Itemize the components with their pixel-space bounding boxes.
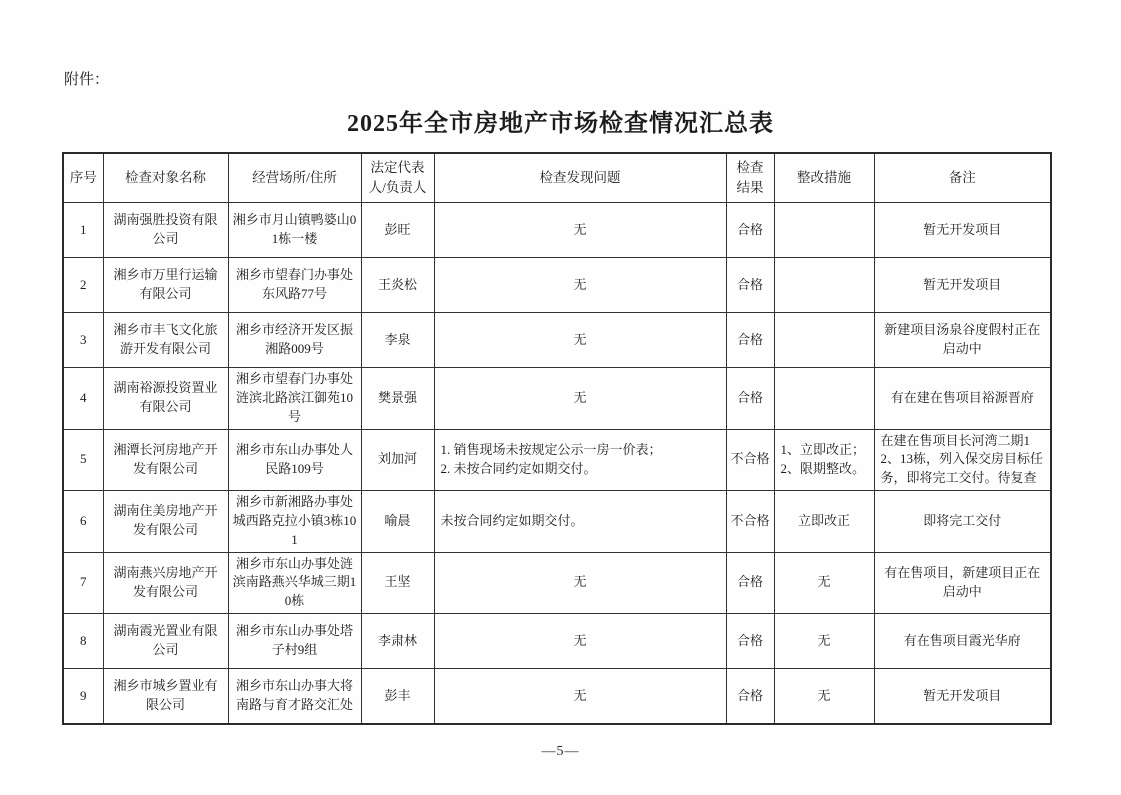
header-result: 检查结果 [726, 153, 774, 203]
cell-company: 湖南住美房地产开发有限公司 [103, 491, 228, 553]
table-row [63, 368, 1051, 430]
cell-company: 湖南裕源投资置业有限公司 [103, 368, 228, 430]
table-row [63, 491, 1051, 553]
cell-representative: 王坚 [361, 552, 434, 614]
cell-problems: 无 [434, 552, 726, 614]
cell-representative: 彭丰 [361, 669, 434, 725]
cell-representative: 彭旺 [361, 203, 434, 258]
cell-measures [774, 258, 874, 313]
cell-measures: 1、立即改正； 2、限期整改。 [774, 429, 874, 491]
cell-address: 湘乡市经济开发区振湘路009号 [228, 313, 361, 368]
cell-result: 合格 [726, 258, 774, 313]
cell-problems: 无 [434, 313, 726, 368]
table-header [63, 153, 1051, 203]
cell-measures: 立即改正 [774, 491, 874, 553]
cell-result: 合格 [726, 614, 774, 669]
table-row [63, 669, 1051, 725]
cell-problems: 无 [434, 368, 726, 430]
cell-measures: 无 [774, 552, 874, 614]
cell-company: 湘乡市丰飞文化旅游开发有限公司 [103, 313, 228, 368]
cell-address: 湘乡市东山办事处塔子村9组 [228, 614, 361, 669]
cell-measures: 无 [774, 614, 874, 669]
cell-remark: 在建在售项目长河湾二期12、13栋，列入保交房目标任务，即将完工交付。待复查 [874, 429, 1051, 491]
cell-no: 6 [63, 491, 103, 553]
cell-no: 4 [63, 368, 103, 430]
cell-no: 1 [63, 203, 103, 258]
cell-address: 湘乡市望春门办事处东风路77号 [228, 258, 361, 313]
cell-address: 湘乡市东山办事大将南路与育才路交汇处 [228, 669, 361, 725]
cell-remark: 有在售项目，新建项目正在启动中 [874, 552, 1051, 614]
header-address: 经营场所/住所 [228, 153, 361, 203]
header-measures: 整改措施 [774, 153, 874, 203]
cell-no: 7 [63, 552, 103, 614]
header-representative: 法定代表人/负责人 [361, 153, 434, 203]
cell-company: 湘乡市万里行运输有限公司 [103, 258, 228, 313]
cell-problems: 无 [434, 258, 726, 313]
cell-representative: 喻晨 [361, 491, 434, 553]
cell-problems: 未按合同约定如期交付。 [434, 491, 726, 553]
table-row [63, 258, 1051, 313]
cell-result: 合格 [726, 203, 774, 258]
cell-measures [774, 313, 874, 368]
table-row [63, 313, 1051, 368]
header-company: 检查对象名称 [103, 153, 228, 203]
cell-result: 不合格 [726, 491, 774, 553]
cell-problems: 无 [434, 203, 726, 258]
cell-result: 合格 [726, 669, 774, 725]
cell-measures [774, 203, 874, 258]
cell-address: 湘乡市新湘路办事处城西路克拉小镇3栋101 [228, 491, 361, 553]
cell-no: 9 [63, 669, 103, 725]
header-no: 序号 [63, 153, 103, 203]
table-row [63, 429, 1051, 491]
cell-remark: 暂无开发项目 [874, 203, 1051, 258]
header-remark: 备注 [874, 153, 1051, 203]
table-body [63, 203, 1051, 725]
table-row [63, 614, 1051, 669]
cell-remark: 即将完工交付 [874, 491, 1051, 553]
cell-result: 合格 [726, 368, 774, 430]
cell-no: 8 [63, 614, 103, 669]
cell-company: 湘乡市城乡置业有限公司 [103, 669, 228, 725]
cell-remark: 有在售项目霞光华府 [874, 614, 1051, 669]
cell-remark: 新建项目汤泉谷度假村正在启动中 [874, 313, 1051, 368]
cell-company: 湖南燕兴房地产开发有限公司 [103, 552, 228, 614]
cell-problems: 1. 销售现场未按规定公示一房一价表； 2. 未按合同约定如期交付。 [434, 429, 726, 491]
cell-representative: 刘加河 [361, 429, 434, 491]
cell-address: 湘乡市月山镇鸭婆山01栋一楼 [228, 203, 361, 258]
attachment-label: 附件： [64, 72, 110, 88]
table-header-row [63, 153, 1051, 203]
header-problems: 检查发现问题 [434, 153, 726, 203]
cell-remark: 暂无开发项目 [874, 669, 1051, 725]
cell-representative: 李泉 [361, 313, 434, 368]
cell-company: 湘潭长河房地产开发有限公司 [103, 429, 228, 491]
cell-remark: 暂无开发项目 [874, 258, 1051, 313]
cell-address: 湘乡市望春门办事处涟滨北路滨江御苑10号 [228, 368, 361, 430]
cell-company: 湖南霞光置业有限公司 [103, 614, 228, 669]
page-number: —5— [541, 744, 580, 759]
cell-representative: 樊景强 [361, 368, 434, 430]
page-title: 2025年全市房地产市场检查情况汇总表 [347, 111, 774, 137]
inspection-summary-table-wrap [62, 152, 1052, 725]
cell-company: 湖南强胜投资有限公司 [103, 203, 228, 258]
cell-measures: 无 [774, 669, 874, 725]
cell-no: 3 [63, 313, 103, 368]
cell-problems: 无 [434, 669, 726, 725]
cell-result: 合格 [726, 552, 774, 614]
cell-no: 5 [63, 429, 103, 491]
cell-representative: 李肃林 [361, 614, 434, 669]
cell-no: 2 [63, 258, 103, 313]
cell-problems: 无 [434, 614, 726, 669]
cell-measures [774, 368, 874, 430]
cell-remark: 有在建在售项目裕源晋府 [874, 368, 1051, 430]
cell-address: 湘乡市东山办事处涟滨南路燕兴华城三期10栋 [228, 552, 361, 614]
cell-address: 湘乡市东山办事处人民路109号 [228, 429, 361, 491]
cell-representative: 王炎松 [361, 258, 434, 313]
table-row [63, 203, 1051, 258]
table-row [63, 552, 1051, 614]
cell-result: 不合格 [726, 429, 774, 491]
cell-result: 合格 [726, 313, 774, 368]
inspection-summary-table [62, 152, 1052, 725]
